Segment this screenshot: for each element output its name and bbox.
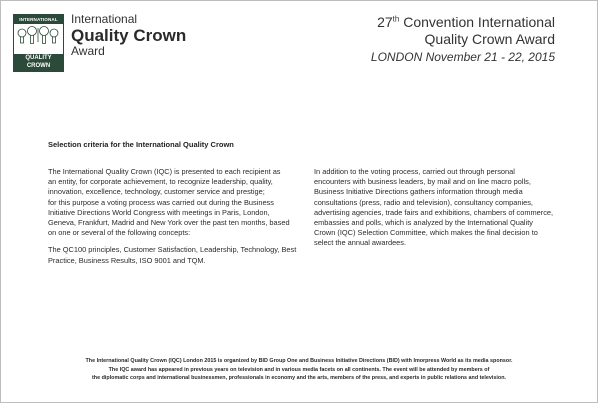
text-line: In addition to the voting process, carried out through personal — [314, 167, 515, 176]
convention-title-rest: Convention International — [399, 14, 555, 30]
convention-ordinal-suffix: th — [392, 14, 400, 24]
convention-location-dates: LONDON November 21 - 22, 2015 — [370, 50, 555, 64]
text-line: advertising agencies, trade fairs and exhibitions, chambers of commerce, — [314, 207, 554, 217]
text-line: an entity, for corporate achievement, to recognize leadership, quality, — [48, 177, 273, 187]
section-title: Selection criteria for the International Quality Crown — [48, 140, 234, 149]
convention-title — [371, 14, 555, 31]
footer-line-2: The IQC award has appeared in previous years on television and in various media facets on all continents. The event will be attended by members of — [108, 366, 490, 373]
text-line: encounters with business leaders, by mail and on line macro polls, — [314, 177, 531, 187]
text-line: embassies and polls, which is analyzed by the International Quality — [314, 218, 533, 228]
text-line: on one or several of the following concepts: — [48, 228, 191, 238]
footer-line-1: The International Quality Crown (IQC) London 2015 is organized by BID Group One and Business Initiative Directions (BID) with Imorpress World as its media sponsor. — [85, 358, 513, 364]
convention-header — [371, 14, 555, 66]
text-line: The QC100 principles, Customer Satisfaction, Leadership, Technology, Best — [48, 245, 297, 255]
left-paragraph-2 — [48, 245, 306, 265]
footer-line-3: the diplomatic corps and international businessmen, professionals in economy and the arts, members of the press, and experts in public relations and television. — [92, 375, 506, 382]
brand-line-3: Award — [71, 44, 105, 58]
text-line: select the annual awardees. — [314, 238, 407, 248]
logo-bottom-band — [14, 54, 63, 71]
right-paragraph-1 — [314, 167, 569, 249]
left-paragraph-1 — [48, 167, 306, 238]
convention-ordinal: 27 — [377, 14, 393, 30]
footer-note — [1, 357, 597, 383]
brand-line-1: International — [71, 12, 138, 26]
text-line: innovation, excellence, technology, customer service and prestige; — [48, 187, 265, 197]
logo-crown-text: CROWN — [26, 63, 51, 69]
text-line: Business Initiative Directions gathers information through media — [314, 187, 523, 197]
light-bulbs-icon — [16, 26, 61, 46]
text-line: Crown (IQC) Selection Committee, which makes the final decision to — [314, 228, 538, 238]
iqc-logo — [13, 14, 64, 72]
right-column — [314, 167, 569, 256]
logo-top-band: INTERNATIONAL — [14, 15, 63, 24]
text-line: for this purpose a voting process was carried out during the Business — [48, 197, 274, 207]
text-line: The International Quality Crown (IQC) is presented to each recipient as — [48, 167, 281, 176]
text-line: Geneva, Frankfurt, Madrid and New York over the past ten months, based — [48, 218, 290, 228]
logo-quality-text: QUALITY — [25, 55, 52, 61]
left-column — [48, 167, 306, 273]
brand-name — [71, 13, 186, 58]
brand-line-2: Quality Crown — [71, 26, 187, 45]
text-line: consultations (press, radio and television), consultancy companies, — [314, 197, 533, 207]
convention-title-line-2: Quality Crown Award — [424, 31, 555, 47]
text-line: Practice, Business Results, ISO 9001 and TQM. — [48, 255, 206, 265]
text-line: Initiative Directions World Congress with meetings in Paris, London, — [48, 207, 270, 217]
